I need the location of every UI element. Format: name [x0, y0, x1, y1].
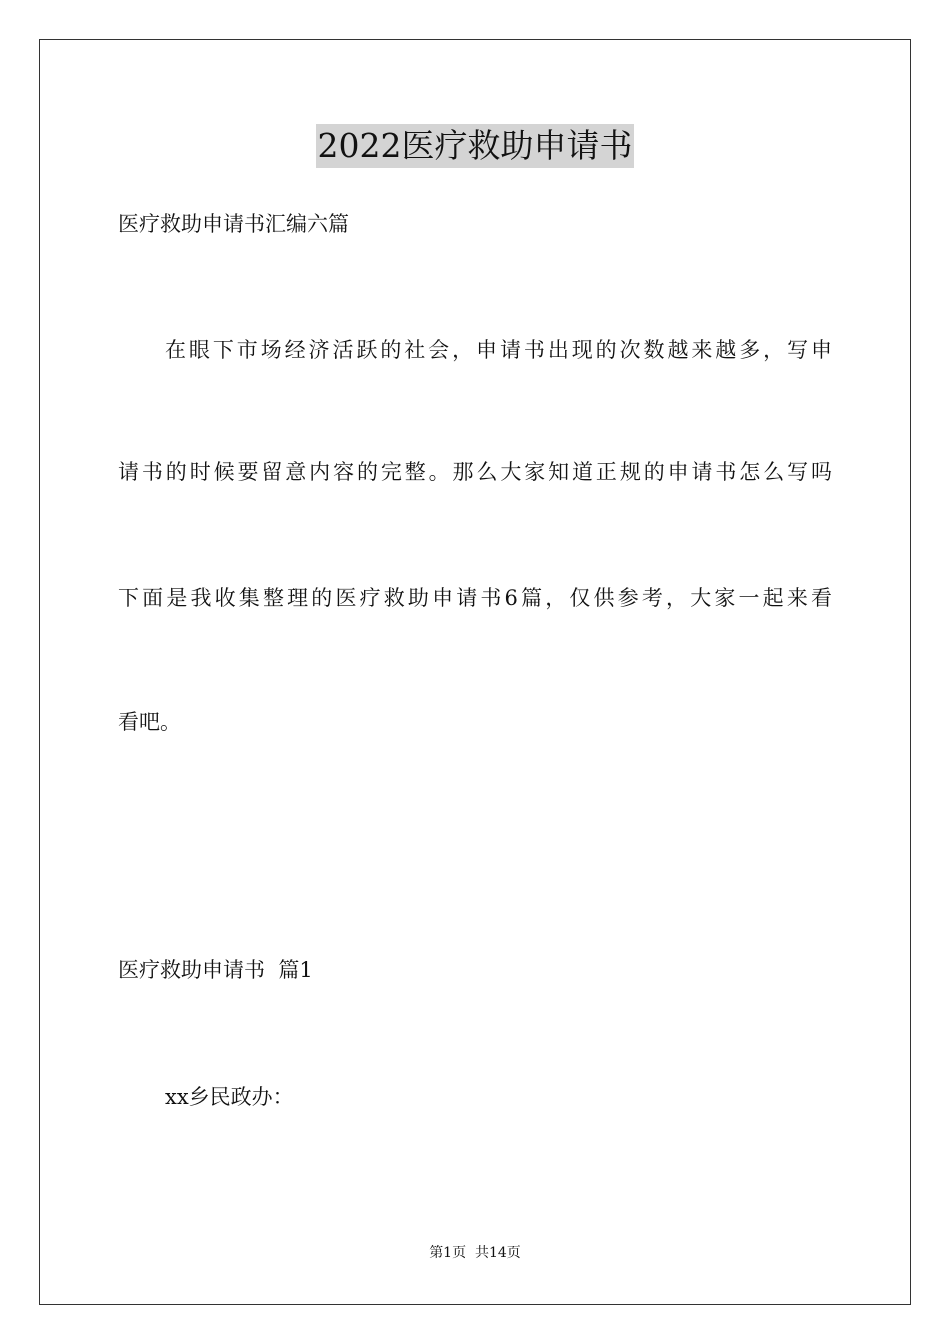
title-container: [0, 124, 950, 168]
intro-line-3: 下面是我收集整理的医疗救助申请书6篇，仅供参考，大家一起来看: [118, 586, 832, 610]
document-subtitle: 医疗救助申请书汇编六篇: [118, 212, 349, 236]
salutation: xx乡民政办：: [165, 1085, 294, 1109]
section-heading: 医疗救助申请书 篇1: [118, 958, 313, 982]
intro-line-1: 在眼下市场经济活跃的社会，申请书出现的次数越来越多，写申: [165, 338, 832, 362]
intro-line-4: 看吧。: [118, 710, 181, 734]
intro-line-2: 请书的时候要留意内容的完整。那么大家知道正规的申请书怎么写吗: [118, 460, 832, 484]
page-footer: 第1页 共14页: [429, 1245, 521, 1261]
document-title: 2022医疗救助申请书: [316, 124, 635, 168]
